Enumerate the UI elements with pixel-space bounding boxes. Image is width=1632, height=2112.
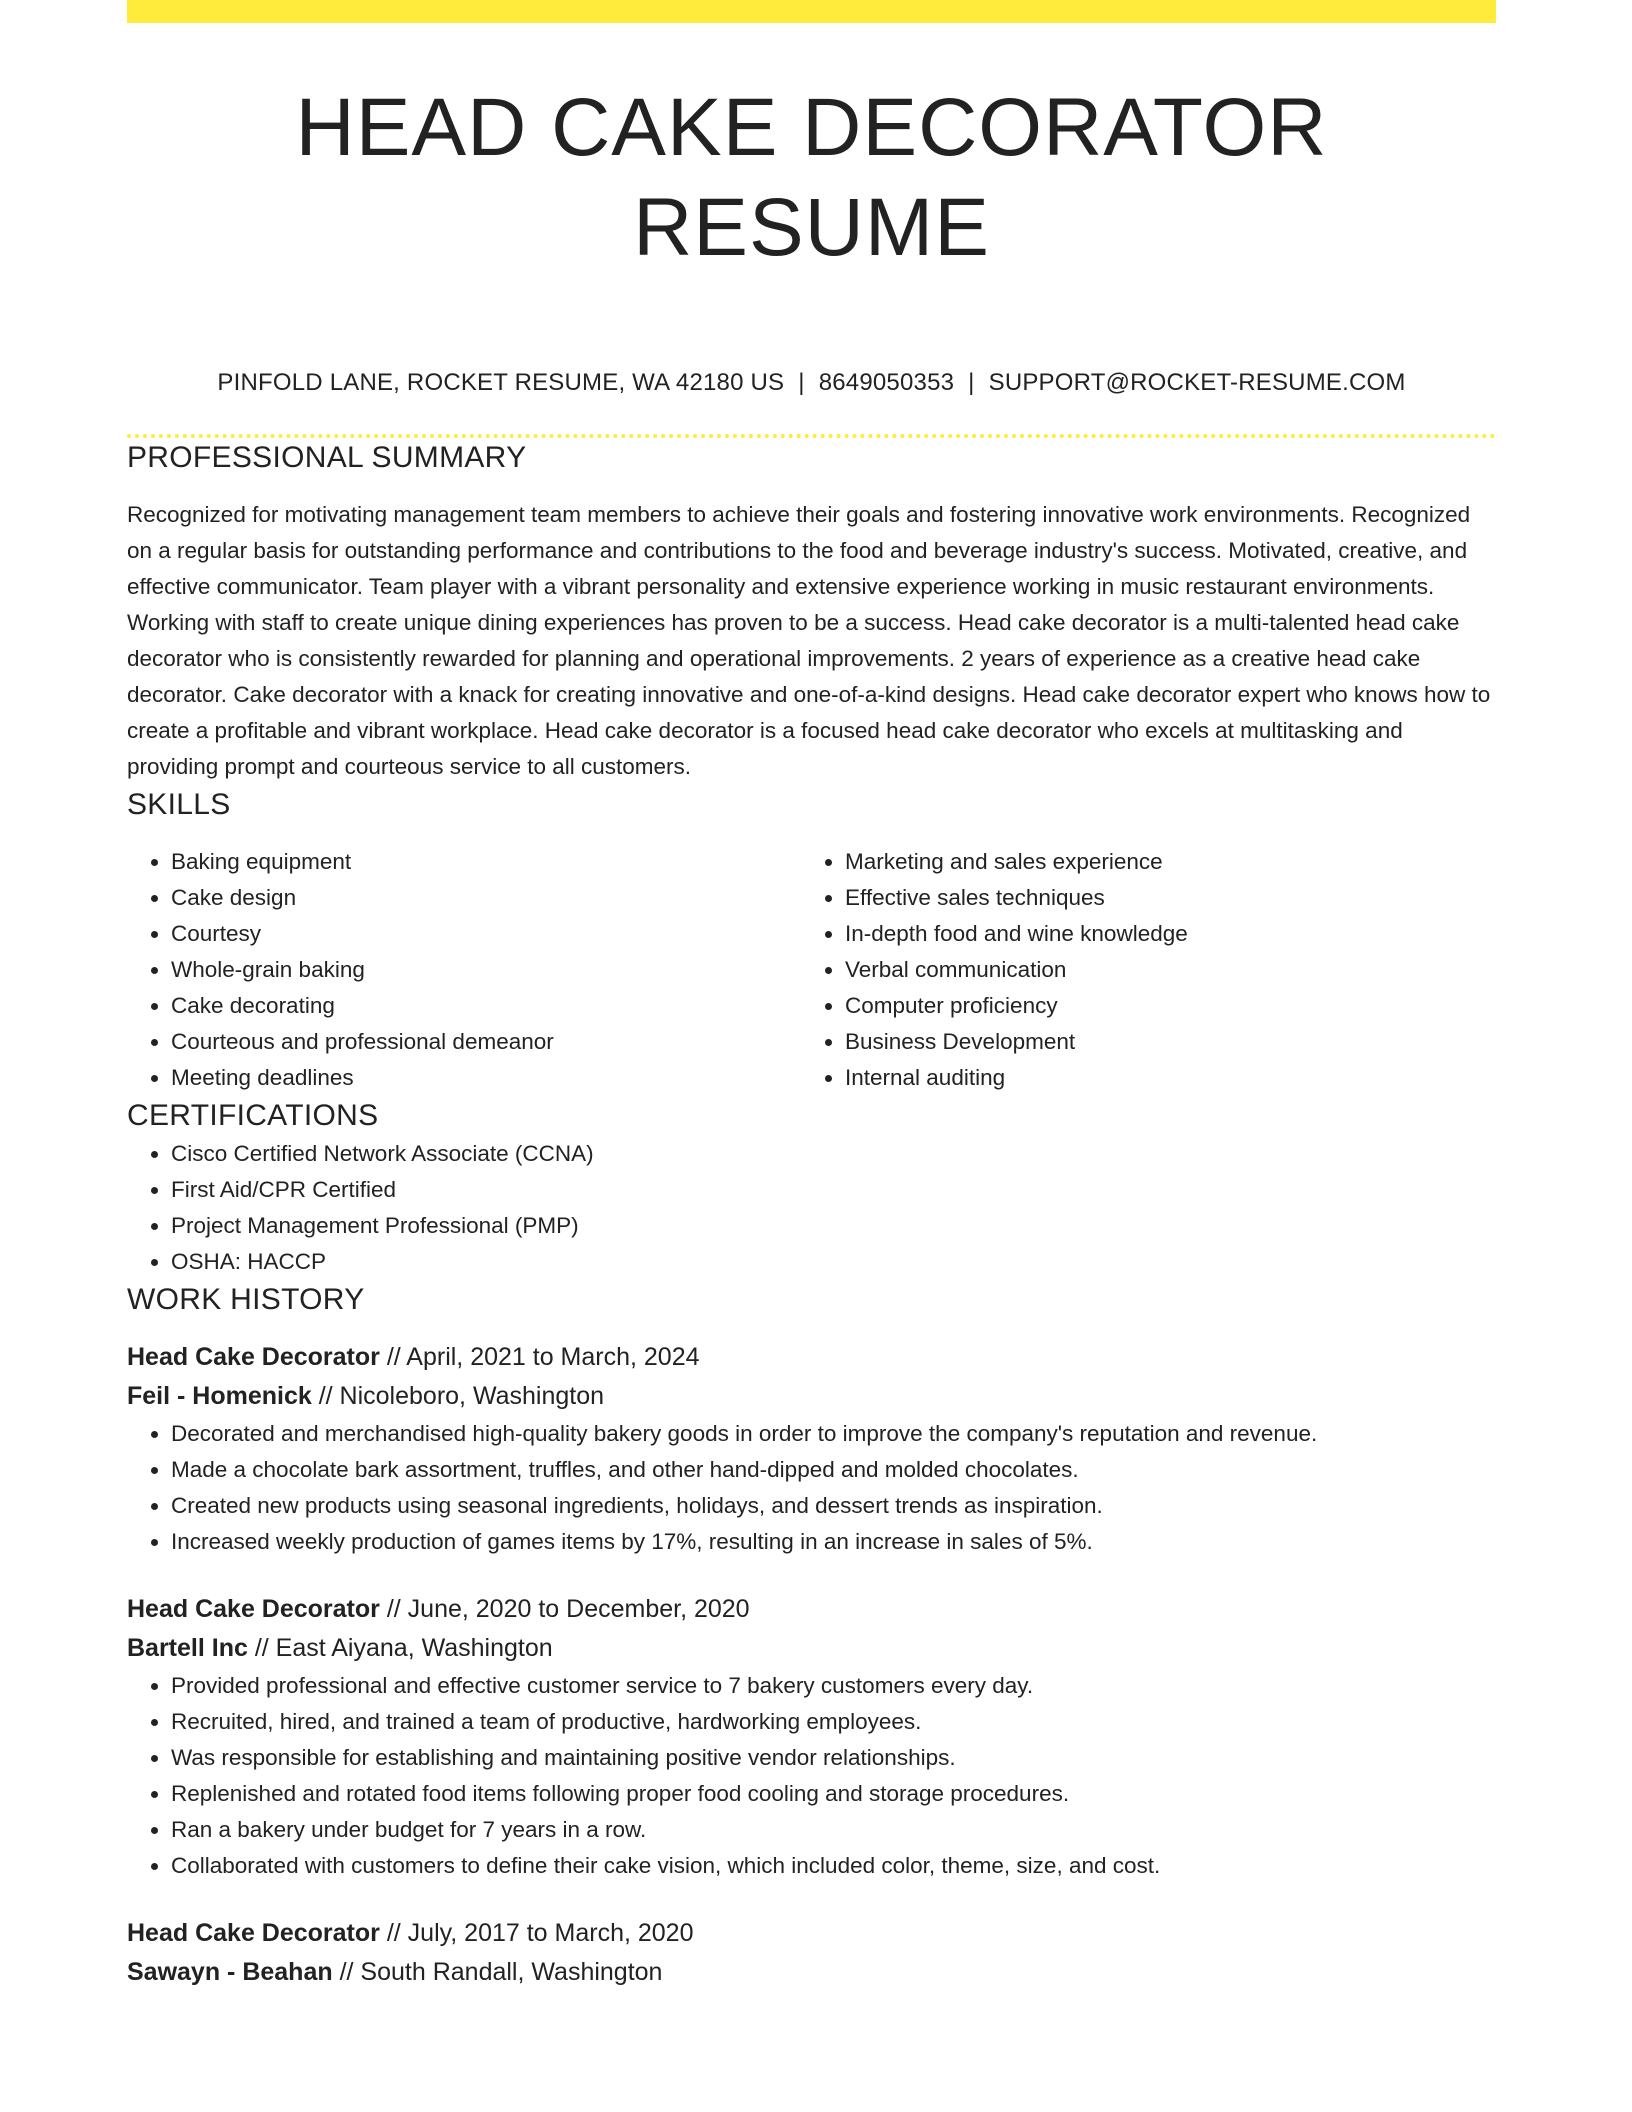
resume-content bbox=[127, 0, 1496, 1992]
job-company: Bartell Inc bbox=[127, 1634, 248, 1662]
skill-item: • Cake design bbox=[171, 880, 801, 916]
skills-column-left bbox=[127, 844, 801, 1096]
skills-list-right bbox=[801, 844, 1475, 1096]
job-bullet: • Recruited, hired, and trained a team of productive, hardworking employees. bbox=[171, 1704, 1496, 1740]
job-role-line bbox=[127, 1590, 1496, 1629]
job-role-line bbox=[127, 1914, 1496, 1953]
skill-item: • Effective sales techniques bbox=[845, 880, 1475, 916]
certifications-list bbox=[127, 1136, 1496, 1280]
certification-item: • Cisco Certified Network Associate (CCNA) bbox=[171, 1136, 1496, 1172]
skill-item: • Verbal communication bbox=[845, 952, 1475, 988]
job-role: Head Cake Decorator bbox=[127, 1919, 380, 1947]
job-role: Head Cake Decorator bbox=[127, 1595, 380, 1623]
summary-text: Recognized for motivating management team members to achieve their goals and fostering innovative work environments. Recognized on a regular basis for outstanding performance and contributions to the food and beverage industry's success. Motivated, creative, and effective communicator. Team player with a vibrant personality and extensive experience working in music restaurant environments. Working with staff to create unique dining experiences has proven to be a success. Head cake decorator is a multi-talented head cake decorator who is consistently rewarded for planning and operational improvements. 2 years of experience as a creative head cake decorator. Cake decorator with a knack for creating innovative and one-of-a-kind designs. Head cake decorator expert who knows how to create a profitable and vibrant workplace. Head cake decorator is a focused head cake decorator who excels at multitasking and providing prompt and courteous service to all customers. bbox=[127, 502, 1491, 779]
skills-heading: SKILLS bbox=[127, 788, 231, 821]
job-bullet: • Decorated and merchandised high-quality bakery goods in order to improve the company's reputation and revenue. bbox=[171, 1416, 1496, 1452]
contact-line bbox=[127, 368, 1496, 398]
skills-columns bbox=[127, 844, 1496, 1096]
skill-item: • Courteous and professional demeanor bbox=[171, 1024, 801, 1060]
certification-item: • OSHA: HACCP bbox=[171, 1244, 1496, 1280]
job-location: // East Aiyana, Washington bbox=[247, 1634, 553, 1662]
contact-separator: | bbox=[968, 369, 975, 396]
job-role-line bbox=[127, 1338, 1496, 1377]
job-entry bbox=[127, 1914, 1496, 1992]
certification-item: • First Aid/CPR Certified bbox=[171, 1172, 1496, 1208]
contact-email: SUPPORT@ROCKET-RESUME.COM bbox=[988, 369, 1406, 396]
job-bullet: • Was responsible for establishing and maintaining positive vendor relationships. bbox=[171, 1740, 1496, 1776]
job-bullet: • Ran a bakery under budget for 7 years in a row. bbox=[171, 1812, 1496, 1848]
job-bullet: • Replenished and rotated food items following proper food cooling and storage procedures. bbox=[171, 1776, 1496, 1812]
summary-heading: PROFESSIONAL SUMMARY bbox=[127, 441, 527, 474]
job-role: Head Cake Decorator bbox=[127, 1343, 380, 1371]
skill-item: • Internal auditing bbox=[845, 1060, 1475, 1096]
skill-item: • Marketing and sales experience bbox=[845, 844, 1475, 880]
job-entry bbox=[127, 1590, 1496, 1884]
contact-phone: 8649050353 bbox=[818, 369, 955, 396]
job-bullets bbox=[127, 1416, 1496, 1560]
skill-item: • Business Development bbox=[845, 1024, 1475, 1060]
job-entry bbox=[127, 1338, 1496, 1560]
job-bullets bbox=[127, 1668, 1496, 1884]
job-company: Feil - Homenick bbox=[127, 1382, 312, 1410]
job-bullet: • Provided professional and effective customer service to 7 bakery customers every day. bbox=[171, 1668, 1496, 1704]
job-bullet: • Made a chocolate bark assortment, truffles, and other hand-dipped and molded chocolates. bbox=[171, 1452, 1496, 1488]
skill-item: • Meeting deadlines bbox=[171, 1060, 801, 1096]
work-history-heading: WORK HISTORY bbox=[127, 1283, 365, 1316]
job-dates: // July, 2017 to March, 2020 bbox=[379, 1919, 694, 1947]
job-location: // Nicoleboro, Washington bbox=[311, 1382, 605, 1410]
skill-item: • Courtesy bbox=[171, 916, 801, 952]
job-bullet: • Created new products using seasonal ingredients, holidays, and dessert trends as inspiration. bbox=[171, 1488, 1496, 1524]
skill-item: • Whole-grain baking bbox=[171, 952, 801, 988]
job-dates: // June, 2020 to December, 2020 bbox=[379, 1595, 750, 1623]
job-company-line bbox=[127, 1953, 1496, 1992]
job-dates: // April, 2021 to March, 2024 bbox=[379, 1343, 700, 1371]
job-location: // South Randall, Washington bbox=[332, 1958, 663, 1986]
contact-address: PINFOLD LANE, ROCKET RESUME, WA 42180 US bbox=[217, 369, 785, 396]
certification-item: • Project Management Professional (PMP) bbox=[171, 1208, 1496, 1244]
skill-item: • Cake decorating bbox=[171, 988, 801, 1024]
skill-item: • Computer proficiency bbox=[845, 988, 1475, 1024]
skill-item: • Baking equipment bbox=[171, 844, 801, 880]
job-company-line bbox=[127, 1377, 1496, 1416]
job-company: Sawayn - Beahan bbox=[127, 1958, 333, 1986]
job-bullet: • Collaborated with customers to define their cake vision, which included color, theme, size, and cost. bbox=[171, 1848, 1496, 1884]
skills-list-left bbox=[127, 844, 801, 1096]
contact-separator: | bbox=[798, 369, 805, 396]
skills-column-right bbox=[801, 844, 1475, 1096]
job-bullet: • Increased weekly production of games items by 17%, resulting in an increase in sales of 5%. bbox=[171, 1524, 1496, 1560]
skill-item: • In-depth food and wine knowledge bbox=[845, 916, 1475, 952]
page-title: HEAD CAKE DECORATOR RESUME bbox=[295, 82, 1328, 273]
job-company-line bbox=[127, 1629, 1496, 1668]
certifications-heading: CERTIFICATIONS bbox=[127, 1099, 379, 1132]
